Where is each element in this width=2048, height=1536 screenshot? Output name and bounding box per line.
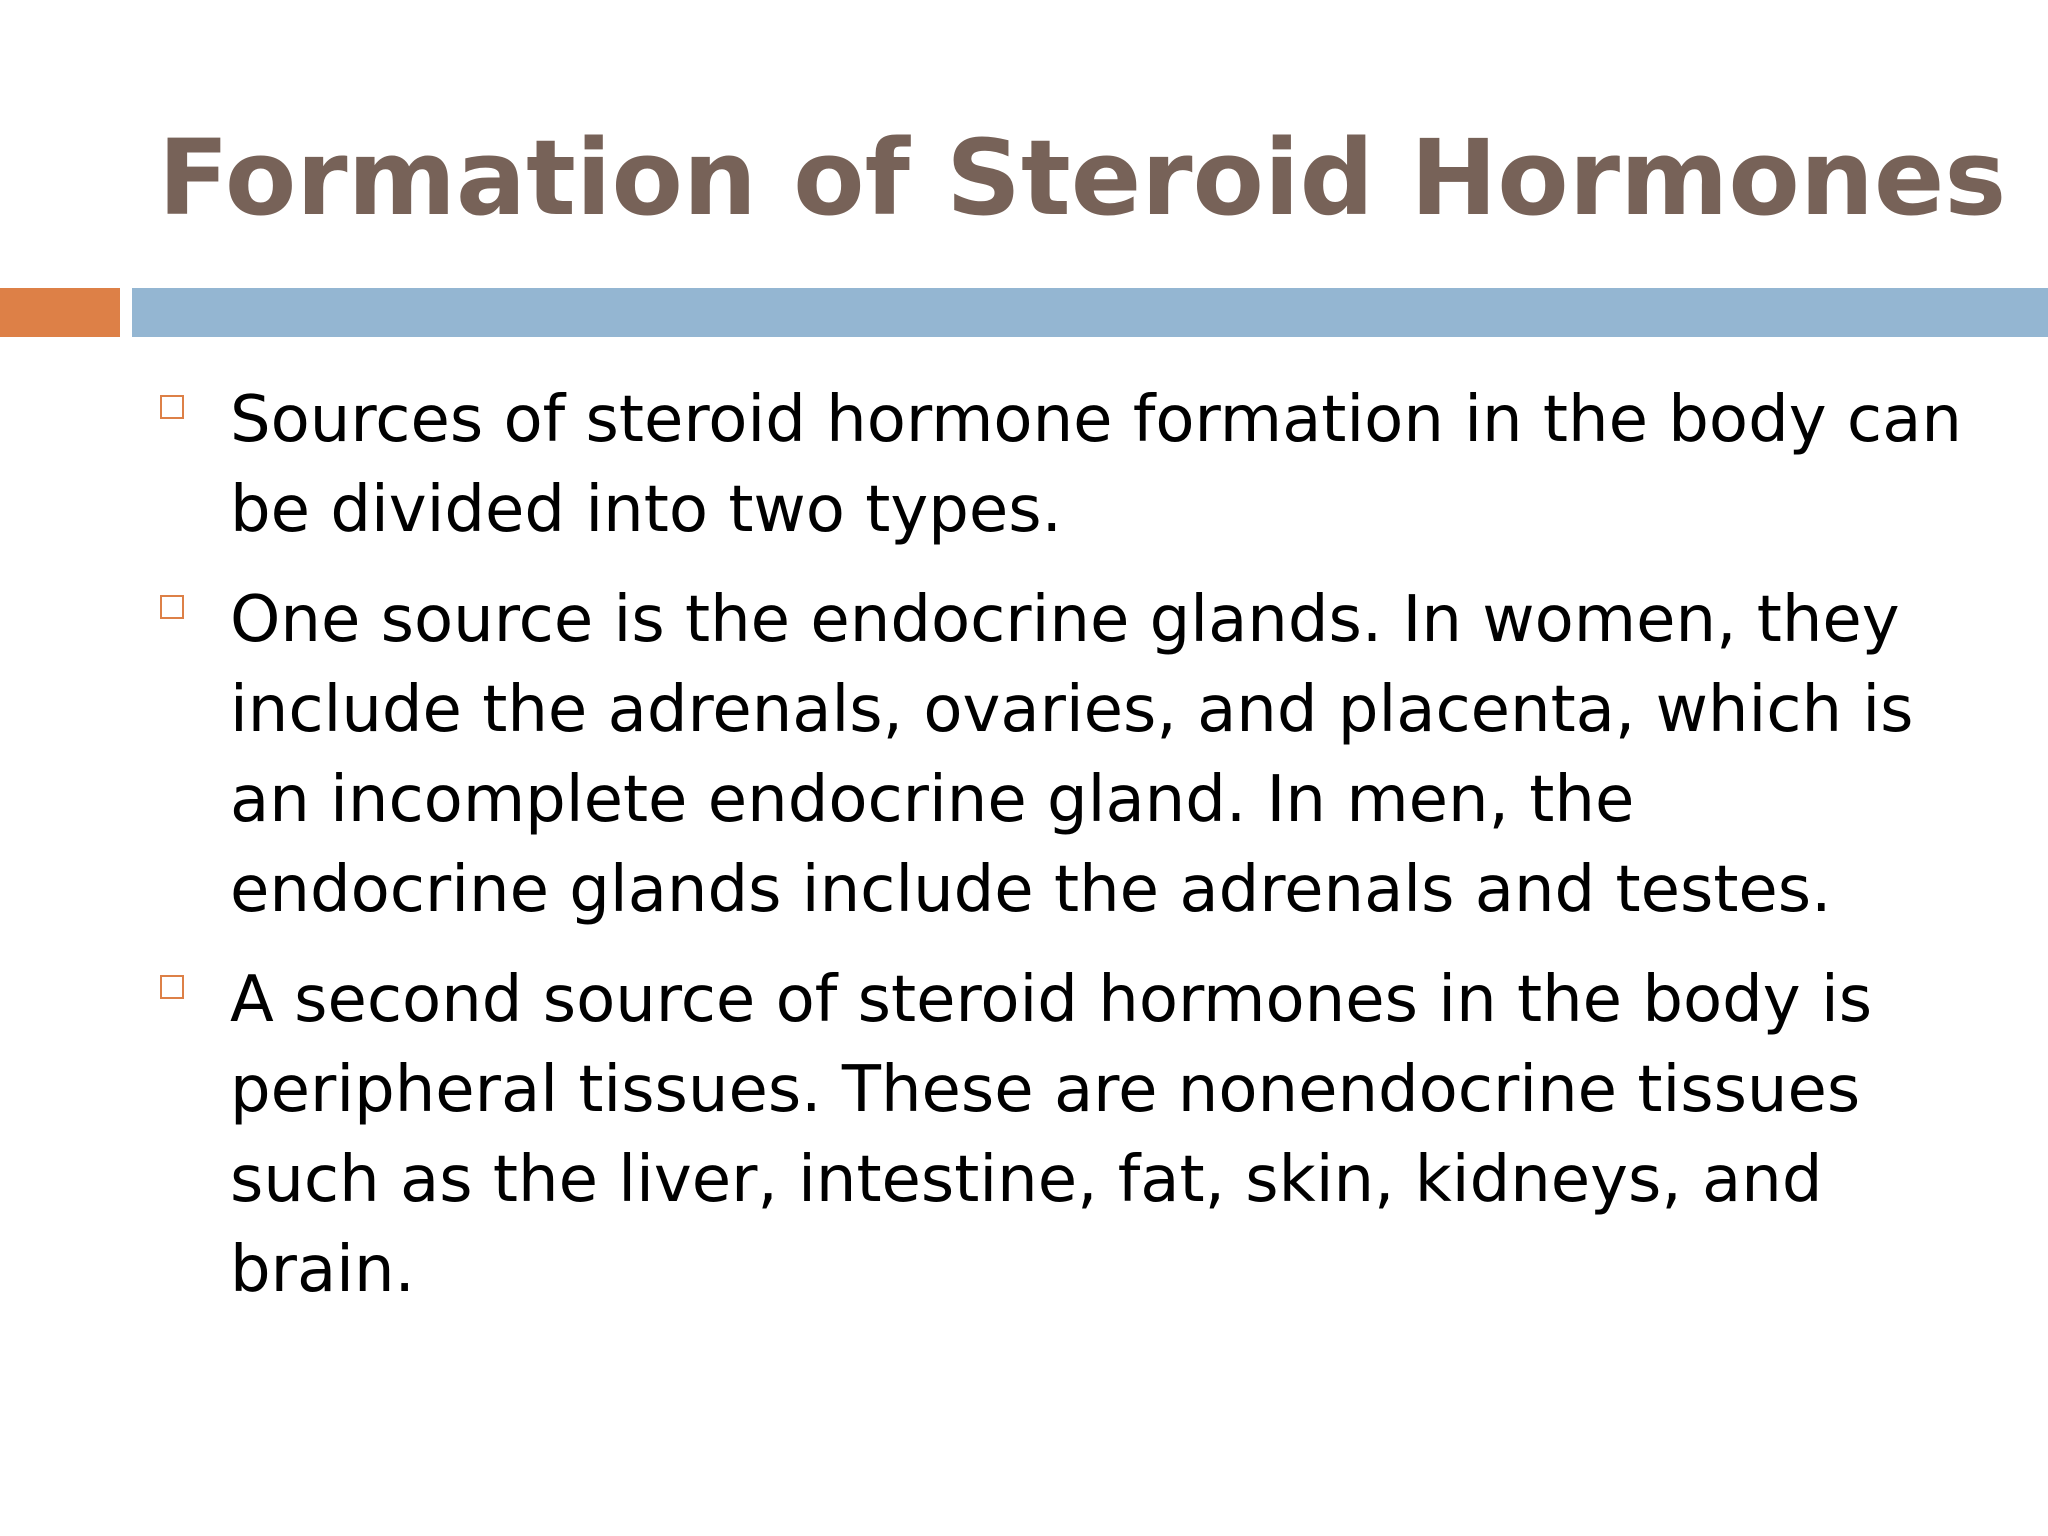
bullet-item	[160, 955, 1970, 1315]
hollow-square-bullet-icon	[160, 595, 184, 619]
accent-bar-blue	[132, 288, 2048, 337]
hollow-square-bullet-icon	[160, 975, 184, 999]
hollow-square-bullet-icon	[160, 395, 184, 419]
bullet-list	[160, 375, 1970, 1335]
accent-bar-orange	[0, 288, 120, 337]
bullet-text: Sources of steroid hormone formation in the body can be divided into two types.	[230, 383, 1962, 547]
bullet-text: A second source of steroid hormones in the body is peripheral tissues. These are nonendocrine tissues such as the liver, intestine, fat, skin, kidneys, and brain.	[230, 963, 1873, 1307]
bullet-item	[160, 375, 1970, 555]
bullet-text: One source is the endocrine glands. In women, they include the adrenals, ovaries, and placenta, which is an incomplete endocrine gland. In men, the endocrine glands include the adrenals and testes.	[230, 583, 1914, 927]
slide-title: Formation of Steroid Hormones	[158, 117, 2007, 239]
bullet-item	[160, 575, 1970, 935]
